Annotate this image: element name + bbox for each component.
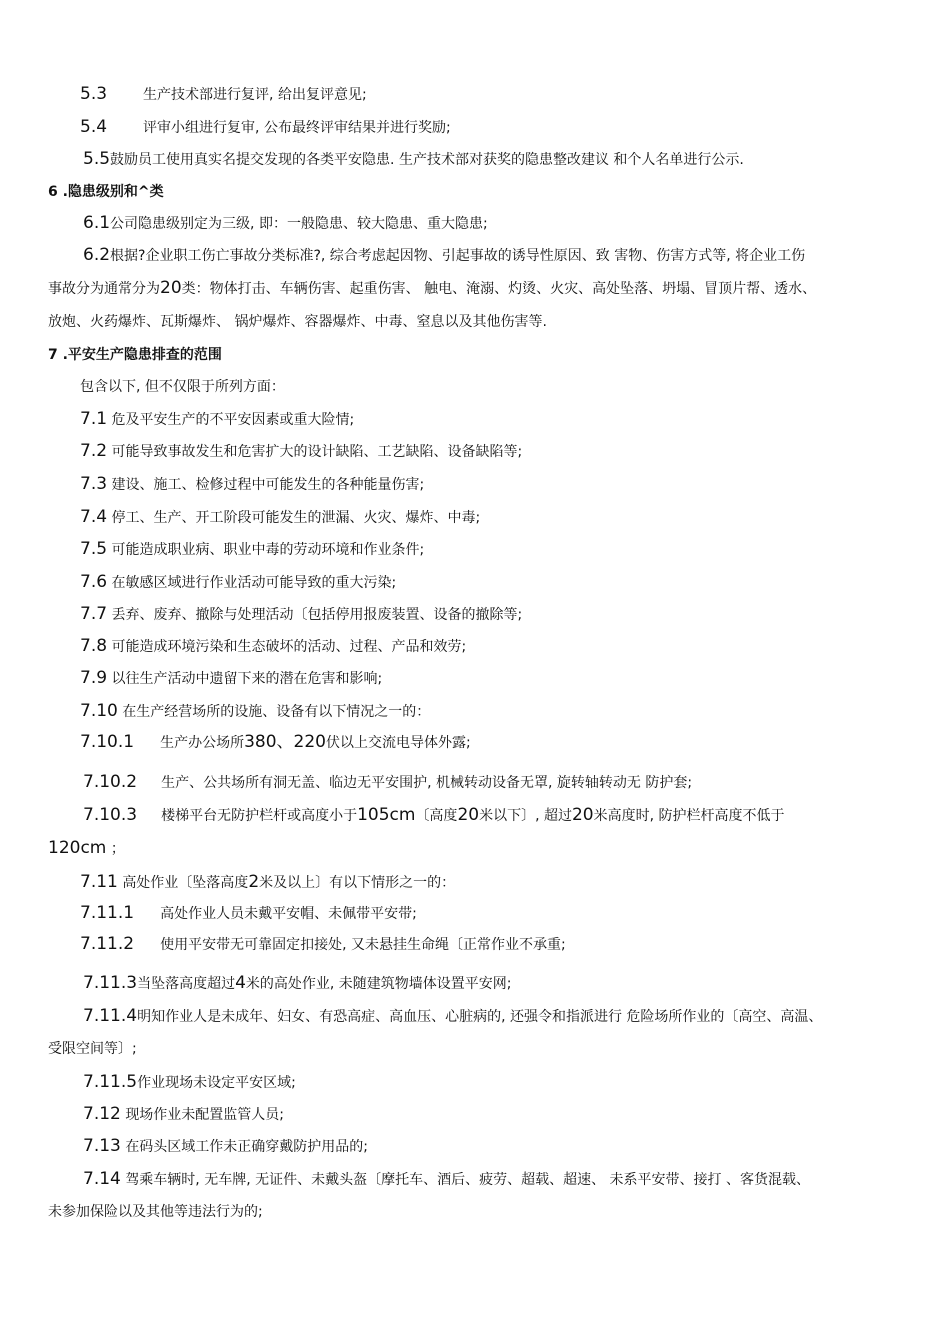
item-text: 高处作业人员未戴平安帽、未佩带平安带; [160,906,417,922]
number: 20 [160,278,182,298]
item-7-10 [80,701,430,722]
item-number: 6.1 [83,213,111,233]
item-text: 可能造成职业病、职业中毒的劳动环境和作业条件; [111,542,425,558]
item-number: 7.11.3 [83,973,138,993]
item-7-10-3-line-2 [48,838,125,859]
item-number: 7.1 [80,409,108,429]
item-7-7 [80,604,522,625]
item-6-2-line-1 [83,245,805,266]
item-text: 生产、公共场所有洞无盖、临边无平安围护, 机械转动设备无罩, 旋转轴转动无 防护套; [161,775,693,791]
item-5-3 [80,84,367,105]
item-number: 5.4 [80,117,108,137]
number: 4 [235,973,246,993]
item-number: 7.11.2 [80,934,135,954]
item-7-11 [80,872,455,893]
item-7-3 [80,474,424,495]
item-7-12 [83,1104,284,1125]
item-7-14-line-1 [83,1169,810,1190]
item-7-11-2 [80,934,566,955]
item-number: 7.10.2 [83,772,138,792]
item-text: 〔高度 [415,808,458,824]
item-text: 类：物体打击、车辆伤害、起重伤害、 触电、淹溺、灼烫、火灾、高处坠落、坍塌、冒顶片帮、透水、 [181,281,817,297]
item-number: 7.3 [80,474,108,494]
item-text: 丢弃、废弃、撤除与处理活动〔包括停用报废装置、设备的撤除等; [111,607,523,623]
item-7-10-1 [80,732,471,753]
item-5-5 [83,149,744,170]
item-text: 可能导致事故发生和危害扩大的设计缺陷、工艺缺陷、设备缺陷等; [111,444,523,460]
item-number: 7.11.1 [80,903,135,923]
number: 2 [248,872,260,892]
item-number: 7.5 [80,539,108,559]
item-7-4 [80,507,480,528]
item-6-2-line-3: 放炮、火药爆炸、瓦斯爆炸、 锅炉爆炸、容器爆炸、中毒、窒息以及其他伤害等. [48,314,547,330]
item-text: 生产技术部进行复评, 给出复评意见; [143,87,367,103]
item-text: 事故分为通常分为 [48,281,160,297]
item-7-11-4-line-1 [83,1006,822,1027]
item-text: 建设、施工、检修过程中可能发生的各种能量伤害; [111,477,425,493]
item-text: 根据?企业职工伤亡事故分类标准?, 综合考虑起因物、引起事故的诱导性原因、致 害物、伤害方式等, 将企业工伤 [110,248,806,264]
item-number: 7.2 [80,441,108,461]
item-text: 米以下〕, 超过 [479,808,572,824]
item-text: 米的高处作业, 未随建筑物墙体设置平安网; [245,976,512,992]
item-number: 7.11 [80,872,118,892]
item-text: 在码头区域工作未正确穿戴防护用品的; [125,1139,369,1155]
section-7-intro: 包含以下, 但不仅限于所列方面： [80,379,285,395]
item-text: 生产办公场所 [160,735,245,751]
item-number: 7.11.5 [83,1072,138,1092]
item-6-1 [83,213,488,234]
number: 105cm [357,805,416,825]
number: 20 [457,805,480,825]
item-text: ； [110,841,125,857]
item-7-11-5 [83,1072,296,1093]
item-number: 7.10.3 [83,805,138,825]
item-text: 以往生产活动中遗留下来的潜在危害和影响; [111,671,383,687]
item-7-10-3-line-1 [83,805,785,826]
item-7-11-1 [80,903,417,924]
item-text: 米高度时, 防护栏杆高度不低于 [593,808,785,824]
item-text: 使用平安带无可靠固定扣接处, 又未悬挂生命绳〔正常作业不承重; [160,937,566,953]
item-text: 评审小组进行复审, 公布最终评审结果并进行奖励; [143,120,451,136]
item-text: 驾乘车辆时, 无车牌, 无证件、未戴头盔〔摩托车、酒后、疲劳、超载、超速、 未系平安带、接打 、客货混载、 [125,1172,811,1188]
item-number: 6.2 [83,245,111,265]
item-7-11-4-line-2: 受限空间等〕; [48,1041,137,1057]
section-heading-6: 6 .隐患级别和^类 [48,184,164,200]
item-number: 7.13 [83,1136,121,1156]
item-7-9 [80,668,382,689]
item-text: 作业现场未设定平安区域; [137,1075,296,1091]
item-number: 7.7 [80,604,108,624]
item-number: 7.8 [80,636,108,656]
item-7-8 [80,636,466,657]
item-text: 公司隐患级别定为三级, 即：一般隐患、较大隐患、重大隐患; [110,216,488,232]
item-text: 伏以上交流电导体外露; [325,735,471,751]
item-number: 7.10 [80,701,118,721]
item-number: 7.14 [83,1169,121,1189]
item-text: 停工、生产、开工阶段可能发生的泄漏、火灾、爆炸、中毒; [111,510,481,526]
item-number: 7.12 [83,1104,121,1124]
item-7-1 [80,409,354,430]
item-text: 明知作业人是未成年、妇女、有恐高症、高血压、心脏病的, 还强令和指派进行 危险场所作业的〔高空、高温、 [137,1009,823,1025]
item-text: 高处作业〔坠落高度 [122,875,249,891]
item-number: 7.4 [80,507,108,527]
section-heading-7: 7 .平安生产隐患排查的范围 [48,347,222,363]
item-7-5 [80,539,424,560]
item-7-2 [80,441,522,462]
item-text: 在生产经营场所的设施、设备有以下情况之一的： [122,704,431,720]
number: 380、220 [244,732,326,752]
item-text: 当坠落高度超过 [137,976,236,992]
item-number: 7.9 [80,668,108,688]
item-text: 可能造成环境污染和生态破坏的活动、过程、产品和效劳; [111,639,467,655]
item-text: 在敏感区域进行作业活动可能导致的重大污染; [111,575,397,591]
item-number: 7.10.1 [80,732,135,752]
item-text: 鼓励员工使用真实名提交发现的各类平安隐患. 生产技术部对获奖的隐患整改建议 和个人名单进行公示. [110,152,744,168]
item-text: 危及平安生产的不平安因素或重大险情; [111,412,355,428]
item-7-14-line-2: 未参加保险以及其他等违法行为的; [48,1204,263,1220]
item-number: 7.11.4 [83,1006,138,1026]
item-7-10-2 [83,772,692,793]
number: 120cm [48,838,107,858]
item-text: 楼梯平台无防护栏杆或高度小于 [161,808,358,824]
item-text: 米及以上〕有以下情形之一的： [259,875,456,891]
item-number: 5.5 [83,149,111,169]
item-7-13 [83,1136,368,1157]
item-7-11-3 [83,973,512,994]
item-number: 7.6 [80,572,108,592]
item-5-4 [80,117,451,138]
item-number: 5.3 [80,84,108,104]
number: 20 [571,805,594,825]
item-text: 现场作业未配置监管人员; [125,1107,285,1123]
item-6-2-line-2 [48,278,816,299]
item-7-6 [80,572,396,593]
